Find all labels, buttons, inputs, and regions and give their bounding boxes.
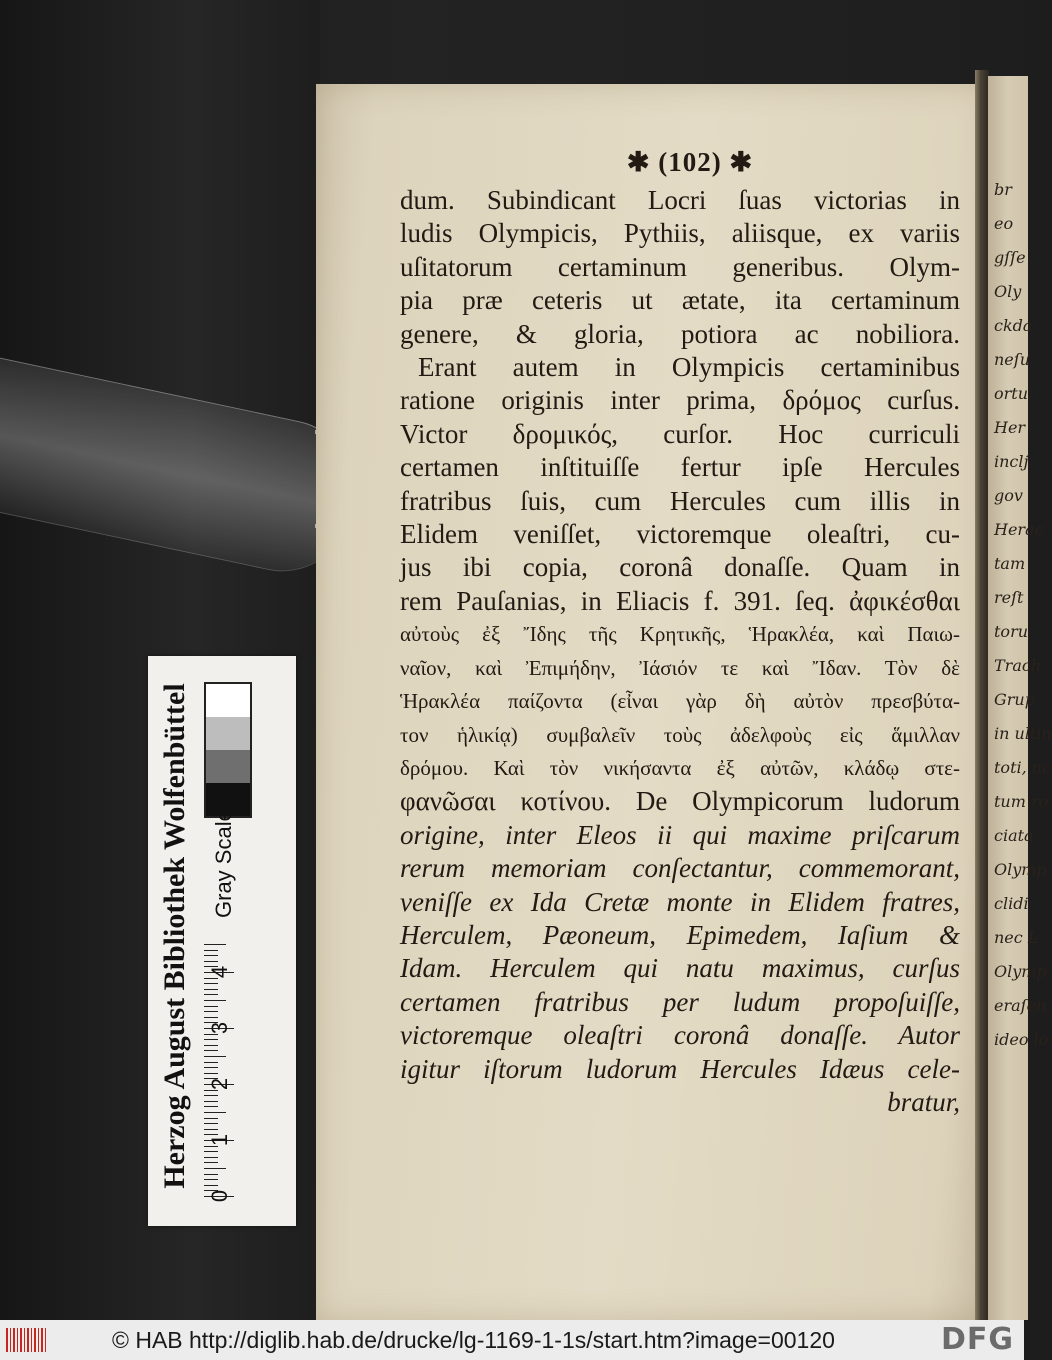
text-line: δρόμου. Καὶ τὸν νικήσαντα ἐξ αὐτῶν, κλάδῳ στε- [400, 755, 960, 780]
next-page-fragment: gov [994, 486, 1023, 505]
next-page-sliver [988, 76, 1052, 1320]
ruler-tick [204, 1101, 218, 1102]
next-page-fragment: br [994, 180, 1012, 199]
ruler-number: 3 [207, 1021, 232, 1035]
text-line: φανῶσαι κοτίνου. De Olympicorum ludorum [400, 786, 960, 817]
ruler-tick [204, 1056, 226, 1057]
next-page-fragment: ciata [994, 826, 1034, 845]
text-line: ratione originis inter prima, δρόμος curſus. [400, 385, 960, 416]
text-line: dum. Subindicant Locri ſuas victorias in [400, 185, 960, 215]
ruler-tick [204, 1157, 218, 1158]
ruler-number: 4 [207, 965, 232, 979]
card-title: Herzog August Bibliothek Wolfenbüttel [158, 683, 191, 1189]
ruler-tick [204, 1174, 218, 1175]
ruler-tick [204, 1006, 218, 1007]
text-line: Idam. Herculem qui natu maximus, curſus [400, 953, 960, 984]
ruler-tick [204, 1000, 226, 1001]
next-page-fragment: ortu [994, 384, 1029, 403]
gray-swatch [206, 684, 250, 717]
ruler-tick [204, 1118, 218, 1119]
text-line: bratur, [887, 1086, 960, 1117]
text-line: rerum memoriam conſectantur, commemorant, [400, 853, 960, 884]
next-page-fragment: Olymp [994, 860, 1047, 879]
text-line: origine, inter Eleos ii qui maxime priſcarum [400, 819, 960, 850]
ruler-number: 1 [207, 1133, 232, 1147]
text-line: Herculem, Pæoneum, Epimedem, Iaſium & [400, 919, 960, 950]
ruler-tick [204, 950, 218, 951]
color-ruler-card [148, 656, 296, 1226]
text-line: Elidem veniſſet, victoremque oleaſtri, cu- [400, 519, 960, 550]
next-page-fragment: toti, nc [994, 758, 1052, 777]
text-line: uſitatorum certaminum generibus. Olym- [400, 251, 960, 282]
ruler-tick [204, 1106, 218, 1107]
gray-scale-label: Gray Scale [211, 809, 236, 918]
next-page-fragment: tam [994, 554, 1026, 573]
next-page-fragment: clidi [994, 894, 1029, 913]
text-lines [400, 184, 960, 1119]
next-page-fragment: Grup [994, 690, 1035, 709]
next-page-fragment: tum ro [994, 792, 1049, 811]
text-line: Victor δρομικός, curſor. Hoc curriculi [400, 418, 960, 449]
next-page-fragment: eo [994, 214, 1014, 233]
ruler-tick [204, 1045, 218, 1046]
page-gutter [975, 70, 989, 1320]
text-line: τον ἡλικίᾳ) συμβαλεῖν τοὺς ἀδελφοὺς εἰς ἅμιλλαν [400, 722, 960, 747]
ruler-tick [204, 994, 218, 995]
ruler-number: 0 [207, 1189, 232, 1203]
text-line: certamen inſtituiſſe fertur ipſe Hercules [400, 452, 960, 483]
next-page-fragment: inclj [994, 452, 1029, 471]
ruler-tick [204, 1050, 218, 1051]
text-line: victoremque oleaſtri coronâ donaſſe. Autor [400, 1020, 960, 1051]
footer-bar [0, 1320, 1024, 1360]
next-page-fragment: eraſen [994, 996, 1047, 1015]
next-page-fragment: in ultin [994, 724, 1052, 743]
next-page-fragment: Trach [994, 656, 1042, 675]
next-page-fragment: ckda [994, 316, 1033, 335]
text-line: ludis Olympicis, Pythiis, aliisque, ex variis [400, 218, 960, 249]
next-page-fragment: Oly [994, 282, 1022, 301]
ruler-tick [204, 1112, 226, 1113]
ruler-tick [204, 944, 226, 945]
text-line: fratribus ſuis, cum Hercules cum illis in [400, 485, 960, 516]
text-line: αὐτοὺς ἐξ Ἴδης τῆς Κρητικῆς, Ἡρακλέα, καὶ Παιω- [400, 622, 960, 647]
gray-swatch [206, 717, 250, 750]
text-line: rem Pauſanias, in Eliacis f. 391. ſeq. ἀφικέσθαι [400, 585, 960, 616]
copyright-url[interactable]: © HAB http://diglib.hab.de/drucke/lg-1169-1-1s/start.htm?image=00120 [112, 1327, 835, 1353]
ruler-tick [204, 1162, 218, 1163]
text-line: ναῖον, καὶ Ἐπιμήδην, Ἰάσιόν τε καὶ Ἴδαν. Τὸν δὲ [400, 655, 960, 680]
next-page-fragment: Her [994, 418, 1026, 437]
next-page-fragment: neſu [994, 350, 1030, 369]
ruler-tick [204, 1168, 226, 1169]
next-page-fragment: ideo lo [994, 1030, 1049, 1049]
text-line: igitur iſtorum ludorum Hercules Idæus cele- [400, 1053, 960, 1084]
ruler-tick [204, 989, 218, 990]
ruler-number: 2 [207, 1077, 232, 1091]
text-line: certamen fratribus per ludum propoſuiſſe, [400, 986, 960, 1017]
text-line: veniſſe ex Ida Cretæ monte in Elidem fratres, [400, 886, 960, 917]
page-text [400, 140, 960, 1119]
next-page-fragment: reſt [994, 588, 1024, 607]
dfg-logo: DFG [940, 1322, 1014, 1357]
hab-barcode-icon [6, 1328, 48, 1352]
next-page-fragment: gſſe [994, 248, 1026, 267]
next-page-fragment: Herac [994, 520, 1044, 539]
text-line: Erant autem in Olympicis certaminibus [418, 352, 960, 383]
text-line: Ἡρακλέα παίζοντα (εἶναι γὰρ δὴ αὐτὸν πρεσβύτα- [400, 689, 960, 714]
next-page-fragment: toru [994, 622, 1029, 641]
text-line: jus ibi copia, coronâ donaſſe. Quam in [400, 552, 960, 583]
ruler-tick [204, 1062, 218, 1063]
next-page-fragment: Olymp [994, 962, 1047, 981]
text-line: pia præ ceteris ut ætate, ita certaminum [400, 285, 960, 316]
text-line: genere, & gloria, potiora ac nobiliora. [400, 318, 960, 349]
page-number: ✱ (102) ✱ [626, 147, 754, 177]
next-page-fragment: nec L [994, 928, 1039, 947]
